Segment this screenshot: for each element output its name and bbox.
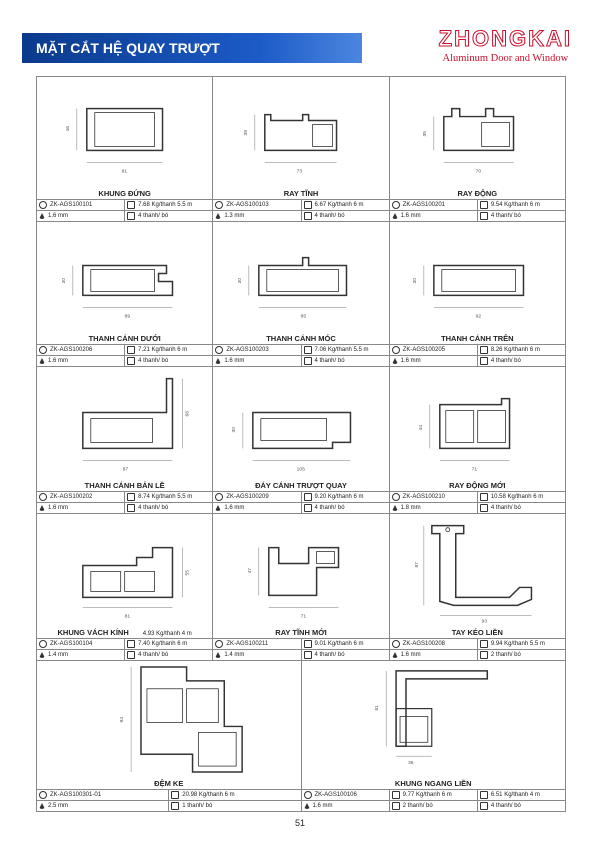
dim-width: 36 — [407, 761, 413, 767]
thickness-icon — [39, 213, 45, 219]
code-icon — [215, 201, 223, 209]
spec-row — [302, 800, 566, 811]
weight-icon — [304, 201, 312, 209]
weight-icon — [304, 493, 312, 501]
profile-code: ZK-AGS100203 — [226, 347, 269, 353]
dim-width: 71 — [300, 613, 307, 620]
profile-weight: 7.40 Kg/thanh 6 m — [138, 641, 188, 647]
profile-drawing — [213, 77, 388, 188]
thickness-icon — [215, 213, 221, 219]
weight-icon — [127, 201, 135, 209]
dim-height: 39 — [243, 129, 250, 136]
spec-row — [37, 638, 212, 649]
dim-width: 81 — [121, 168, 128, 175]
weight-icon — [127, 640, 135, 648]
code-icon — [304, 791, 312, 799]
code-icon — [215, 346, 223, 354]
profile-row — [37, 513, 565, 660]
spec-row — [213, 502, 388, 513]
profile-row — [37, 366, 565, 513]
profile-weight-alt: 6.51 Kg/thanh 4 m — [490, 792, 540, 798]
bundle-icon — [480, 212, 488, 220]
profile-drawing — [390, 367, 565, 480]
thickness-icon — [392, 505, 398, 511]
profile-thickness: 1.4 mm — [224, 652, 245, 658]
dim-height: 81 — [374, 705, 380, 711]
profile-name: THANH CÁNH MÓC — [266, 334, 336, 343]
bundle-icon — [171, 802, 179, 810]
bundle-icon — [480, 651, 488, 659]
bundle-icon — [480, 802, 488, 810]
profile-svg — [390, 77, 565, 188]
dim-width: 85 — [300, 313, 307, 320]
bundle-icon — [480, 504, 488, 512]
profile-card — [37, 222, 212, 366]
profile-pack: 4 thanh/ bó — [490, 213, 521, 219]
spec-row — [213, 355, 388, 366]
profile-card — [301, 661, 566, 811]
thickness-icon — [39, 803, 45, 809]
spec-row — [302, 789, 566, 800]
code-icon — [392, 493, 400, 501]
profile-drawing — [37, 367, 212, 480]
profile-svg — [37, 77, 212, 188]
profile-code: ZK-AGS100202 — [50, 494, 93, 500]
dim-height: 30 — [231, 426, 238, 433]
profile-weight: 8.74 Kg/thanh 5.5 m — [138, 494, 193, 500]
profile-card — [37, 661, 301, 811]
profile-thickness: 1.6 mm — [224, 505, 245, 511]
section-title: MẶT CẮT HỆ QUAY TRƯỢT — [36, 40, 220, 56]
profile-weight: 9.01 Kg/thanh 6 m — [314, 641, 364, 647]
profile-card — [212, 367, 388, 513]
profile-name: KHUNG ĐỨNG — [98, 189, 151, 198]
spec-row — [390, 210, 565, 221]
profile-drawing — [390, 222, 565, 333]
profile-svg — [390, 222, 565, 333]
weight-icon — [480, 201, 488, 209]
profile-thickness: 1.6 mm — [400, 358, 421, 364]
dim-height: 30 — [60, 277, 67, 284]
profile-card — [389, 367, 565, 513]
code-icon — [392, 346, 400, 354]
code-icon — [215, 493, 223, 501]
profile-thickness: 1.6 mm — [224, 358, 245, 364]
thickness-icon — [304, 803, 310, 809]
profile-card — [212, 514, 388, 660]
bundle-icon — [127, 212, 135, 220]
profile-pack: 4 thanh/ bó — [490, 358, 521, 364]
bundle-icon — [304, 357, 312, 365]
profile-drawing — [37, 514, 212, 627]
dim-width: 92 — [475, 313, 481, 320]
profile-card — [37, 77, 212, 221]
bundle-icon — [392, 802, 400, 810]
spec-row — [37, 199, 212, 210]
profile-thickness: 1.6 mm — [400, 652, 421, 658]
dim-height: 30 — [237, 277, 244, 284]
profile-weight: 9.54 Kg/thanh 6 m — [490, 202, 540, 208]
profile-weight: 9.20 Kg/thanh 6 m — [314, 494, 364, 500]
weight-icon — [171, 791, 179, 799]
bundle-icon — [127, 504, 135, 512]
brand-logo — [439, 26, 572, 64]
dim-height: 35 — [421, 130, 428, 137]
spec-row — [390, 199, 565, 210]
profile-drawing — [302, 661, 566, 778]
bundle-icon — [480, 357, 488, 365]
profile-pack: 4 thanh/ bó — [138, 358, 169, 364]
profile-drawing — [213, 514, 388, 627]
profile-pack: 4 thanh/ bó — [314, 358, 345, 364]
profile-drawing — [213, 222, 388, 333]
spec-row — [213, 638, 388, 649]
profile-weight: 6.67 Kg/thanh 6 m — [314, 202, 364, 208]
spec-row — [390, 502, 565, 513]
bundle-icon — [304, 651, 312, 659]
thickness-icon — [215, 505, 221, 511]
code-icon — [39, 791, 47, 799]
weight-icon — [127, 493, 135, 501]
profile-drawing — [390, 77, 565, 188]
profile-weight: 8.26 Kg/thanh 6 m — [490, 347, 540, 353]
weight-icon — [480, 791, 488, 799]
profile-code: ZK-AGS100210 — [402, 494, 446, 500]
profile-code: ZK-AGS100209 — [226, 494, 269, 500]
section-title-banner — [22, 33, 362, 63]
profile-weight: 9.77 Kg/thanh 6 m — [402, 792, 452, 798]
profile-svg — [37, 514, 212, 627]
dim-height: 44 — [417, 424, 424, 431]
profile-svg — [37, 661, 301, 778]
dim-width: 87 — [122, 466, 129, 473]
profile-name: THANH CÁNH DƯỚI — [88, 334, 161, 343]
profile-code: ZK-AGS100211 — [226, 641, 269, 647]
profile-thickness: 1.8 mm — [400, 505, 421, 511]
dim-width: 71 — [471, 466, 477, 473]
brand-name: ZHONGKAI — [438, 26, 572, 51]
profile-name: ĐÁY CÁNH TRƯỢT QUAY — [255, 481, 347, 490]
dim-height: 46 — [64, 125, 71, 132]
spec-row — [213, 491, 388, 502]
dim-width: 105 — [297, 466, 306, 473]
weight-icon — [480, 640, 488, 648]
profile-weight: 10.58 Kg/thanh 6 m — [490, 494, 544, 500]
profile-code: ZK-AGS100106 — [314, 792, 357, 798]
dim-height: 87 — [413, 561, 420, 568]
dim-width: 93 — [481, 618, 487, 625]
profile-name: RAY ĐỘNG — [457, 189, 498, 198]
thickness-icon — [392, 213, 398, 219]
profile-code: ZK-AGS100201 — [402, 202, 446, 208]
code-icon — [392, 640, 400, 648]
profile-pack: 4 thanh/ bó — [138, 652, 169, 658]
weight-icon — [304, 346, 312, 354]
profile-card — [389, 77, 565, 221]
profile-weight: 9.94 Kg/thanh 5.5 m — [490, 641, 545, 647]
profile-thickness: 1.6 mm — [400, 213, 421, 219]
profile-pack: 1 thanh/ bó — [182, 803, 213, 809]
profile-pack: 4 thanh/ bó — [138, 213, 169, 219]
weight-icon — [304, 640, 312, 648]
spec-row — [390, 355, 565, 366]
profile-thickness: 1.6 mm — [48, 358, 69, 364]
weight-icon — [480, 346, 488, 354]
profile-svg — [213, 367, 388, 480]
profile-row — [37, 660, 565, 811]
profile-card — [389, 514, 565, 660]
profile-code: ZK-AGS100104 — [50, 641, 93, 647]
dim-height: 47 — [247, 567, 254, 574]
profile-row — [37, 77, 565, 221]
code-icon — [39, 493, 47, 501]
spec-row — [390, 344, 565, 355]
thickness-icon — [215, 652, 221, 658]
profile-name: RAY TĨNH MỚI — [275, 628, 327, 637]
profile-pack: 4 thanh/ bó — [314, 505, 345, 511]
spec-row — [37, 649, 212, 660]
profile-code: ZK-AGS100206 — [50, 347, 93, 353]
profile-pack: 4 thanh/ bó — [314, 652, 345, 658]
dim-width: 89 — [124, 313, 131, 320]
profile-row — [37, 221, 565, 366]
spec-row — [37, 355, 212, 366]
dim-width: 70 — [475, 168, 481, 175]
profile-weight-alt: 4.93 Kg/thanh 4 m — [142, 631, 192, 637]
spec-row — [37, 210, 212, 221]
thickness-icon — [392, 652, 398, 658]
profile-weight: 7.06 Kg/thanh 5.5 m — [314, 347, 369, 353]
spec-row — [37, 491, 212, 502]
profile-name: RAY TĨNH — [283, 189, 319, 198]
dim-height: 68 — [184, 410, 191, 417]
profile-thickness: 2.5 mm — [48, 803, 69, 809]
profile-card — [37, 367, 212, 513]
weight-icon — [127, 346, 135, 354]
dim-height: 30 — [411, 277, 418, 284]
spec-row — [37, 789, 301, 800]
profile-code: ZK-AGS100103 — [226, 202, 269, 208]
profile-svg — [213, 514, 388, 627]
profile-code: ZK-AGS100301-01 — [50, 792, 102, 798]
profile-grid — [36, 76, 566, 812]
profile-name: RAY ĐỘNG MỚI — [449, 481, 506, 490]
profile-name: THANH CÁNH TRÊN — [441, 334, 514, 343]
spec-row — [37, 800, 301, 811]
profile-code: ZK-AGS100208 — [402, 641, 446, 647]
profile-card — [389, 222, 565, 366]
thickness-icon — [39, 505, 45, 511]
code-icon — [39, 201, 47, 209]
profile-drawing — [37, 661, 301, 778]
profile-pack: 2 thanh/ bó — [402, 803, 433, 809]
dim-height: 55 — [184, 569, 191, 576]
profile-pack: 2 thanh/ bó — [490, 652, 521, 658]
code-icon — [215, 640, 223, 648]
profile-card — [37, 514, 212, 660]
profile-drawing — [390, 514, 565, 627]
dim-height: 94 — [120, 716, 126, 723]
bundle-icon — [127, 651, 135, 659]
profile-thickness: 1.6 mm — [312, 803, 333, 809]
profile-svg — [390, 514, 565, 627]
profile-thickness: 1.6 mm — [48, 505, 69, 511]
profile-name: KHUNG VÁCH KÍNH 4.93 Kg/thanh 4 m — [57, 628, 192, 637]
code-icon — [392, 201, 400, 209]
bundle-icon — [304, 212, 312, 220]
bundle-icon — [304, 504, 312, 512]
profile-code: ZK-AGS100205 — [402, 347, 446, 353]
profile-svg — [302, 661, 566, 778]
profile-name: TAY KÉO LIỀN — [451, 628, 503, 637]
thickness-icon — [215, 358, 221, 364]
page-number: 51 — [294, 818, 305, 828]
profile-svg — [37, 367, 212, 480]
profile-name: ĐỆM KE — [154, 779, 184, 788]
profile-svg — [213, 77, 388, 188]
profile-thickness: 1.3 mm — [224, 213, 245, 219]
profile-name: KHUNG NGANG LIỀN — [394, 779, 472, 788]
profile-weight: 7.68 Kg/thanh 5.5 m — [138, 202, 193, 208]
profile-name: THANH CÁNH BẢN LỀ — [84, 481, 165, 490]
profile-drawing — [37, 77, 212, 188]
spec-row — [37, 502, 212, 513]
profile-pack: 4 thanh/ bó — [138, 505, 169, 511]
profile-weight: 20.98 Kg/thanh 6 m — [182, 792, 235, 798]
profile-code: ZK-AGS100101 — [50, 202, 93, 208]
spec-row — [390, 638, 565, 649]
thickness-icon — [39, 652, 45, 658]
profile-pack: 4 thanh/ bó — [314, 213, 345, 219]
profile-drawing — [37, 222, 212, 333]
weight-icon — [392, 791, 400, 799]
profile-thickness: 1.4 mm — [48, 652, 69, 658]
dim-width: 81 — [124, 613, 131, 620]
spec-row — [213, 344, 388, 355]
spec-row — [213, 210, 388, 221]
spec-row — [213, 649, 388, 660]
spec-row — [390, 491, 565, 502]
profile-weight: 7.21 Kg/thanh 6 m — [138, 347, 188, 353]
code-icon — [39, 346, 47, 354]
spec-row — [213, 199, 388, 210]
profile-svg — [37, 222, 212, 333]
weight-icon — [480, 493, 488, 501]
profile-svg — [213, 222, 388, 333]
bundle-icon — [127, 357, 135, 365]
brand-tagline: Aluminum Door and Window — [442, 53, 569, 64]
thickness-icon — [392, 358, 398, 364]
dim-width: 73 — [297, 168, 303, 175]
profile-pack: 4 thanh/ bó — [490, 505, 521, 511]
spec-row — [37, 344, 212, 355]
profile-drawing — [213, 367, 388, 480]
thickness-icon — [39, 358, 45, 364]
profile-card — [212, 77, 388, 221]
profile-card — [212, 222, 388, 366]
code-icon — [39, 640, 47, 648]
profile-thickness: 1.6 mm — [48, 213, 69, 219]
profile-svg — [390, 367, 565, 480]
profile-pack-alt: 4 thanh/ bó — [490, 803, 521, 809]
spec-row — [390, 649, 565, 660]
